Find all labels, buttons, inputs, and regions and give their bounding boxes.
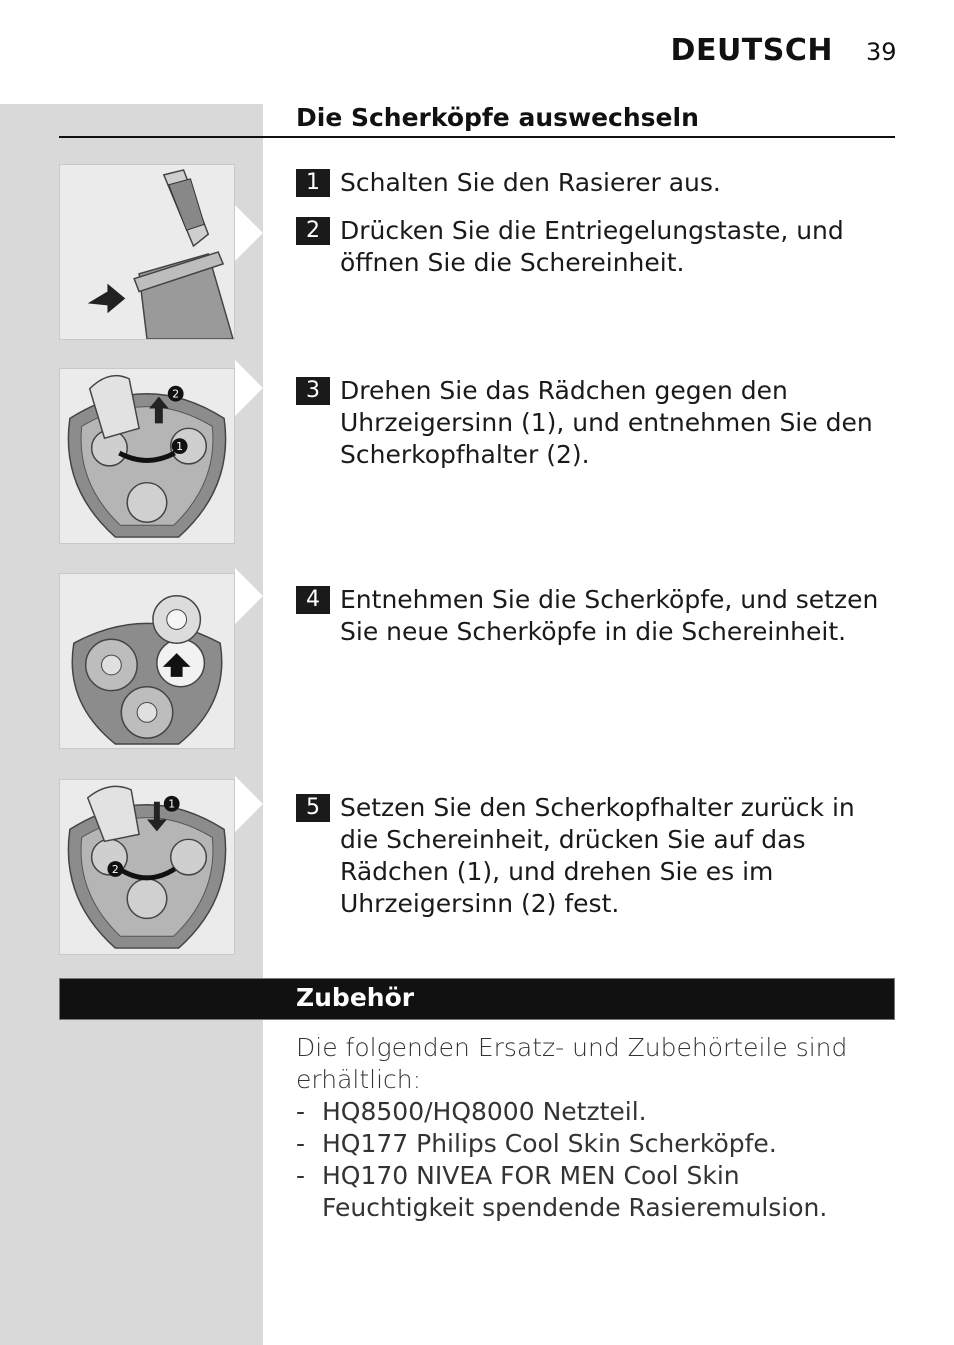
accessories-list <box>296 1096 896 1224</box>
figure-marker: 1 <box>168 797 176 811</box>
step-4 <box>296 584 896 648</box>
figure-marker: 1 <box>176 440 184 454</box>
step-text: Entnehmen Sie die Scherköpfe, und setzen Sie neue Scherköpfe in die Schereinheit. <box>340 585 879 646</box>
step-text: Setzen Sie den Scherkopfhalter zurück in die Schereinheit, drücken Sie auf das Rädchen (1), und drehen Sie es im Uhrzeigersinn (2) fest. <box>340 793 855 918</box>
step-number: 2 <box>296 217 330 245</box>
step-number: 4 <box>296 586 330 614</box>
figure-marker: 2 <box>172 387 180 401</box>
figure-marker: 2 <box>111 862 119 876</box>
step-3 <box>296 375 896 471</box>
section-bar-accessories <box>59 978 895 1020</box>
step-number: 1 <box>296 169 330 197</box>
shaving-unit-wheel-illustration <box>60 369 234 543</box>
list-item-text: HQ177 Philips Cool Skin Scherköpfe. <box>322 1129 777 1158</box>
step-text: Drehen Sie das Rädchen gegen den Uhrzeigersinn (1), und entnehmen Sie den Scherkopfhalter (2). <box>340 376 873 469</box>
list-item: - HQ170 NIVEA FOR MEN Cool Skin Feuchtigkeit spendende Rasieremulsion. <box>296 1161 828 1222</box>
step-text: Drücken Sie die Entriegelungstaste, und öffnen Sie die Schereinheit. <box>340 216 844 277</box>
list-item: - HQ177 Philips Cool Skin Scherköpfe. <box>296 1129 777 1158</box>
shaving-unit-reinsert-illustration <box>60 780 234 954</box>
list-item-text: HQ8500/HQ8000 Netzteil. <box>322 1097 647 1126</box>
figure-pointer <box>235 776 263 832</box>
section-title-replace-heads: Die Scherköpfe auswechseln <box>296 103 699 132</box>
step-5 <box>296 792 896 920</box>
shaver-open-illustration <box>60 165 234 339</box>
step-text: Schalten Sie den Rasierer aus. <box>340 168 721 197</box>
header-language: DEUTSCH <box>670 33 833 68</box>
step-1 <box>296 167 896 199</box>
figure-pointer <box>235 568 263 624</box>
shaving-heads-illustration <box>60 574 234 748</box>
page-number: 39 <box>866 38 897 66</box>
step-number: 3 <box>296 377 330 405</box>
figure-pointer <box>235 205 263 261</box>
list-item-text: HQ170 NIVEA FOR MEN Cool Skin Feuchtigkeit spendende Rasieremulsion. <box>322 1161 828 1222</box>
section-divider <box>59 136 895 138</box>
step-number: 5 <box>296 794 330 822</box>
step-2 <box>296 215 896 279</box>
figure-reinsert-holder <box>59 779 235 955</box>
figure-remove-holder <box>59 368 235 544</box>
figure-pointer <box>235 360 263 416</box>
list-item: - HQ8500/HQ8000 Netzteil. <box>296 1097 647 1126</box>
figure-replace-heads <box>59 573 235 749</box>
accessories-intro: Die folgenden Ersatz- und Zubehörteile sind erhältlich: <box>296 1033 848 1094</box>
section-title-accessories: Zubehör <box>296 983 415 1012</box>
figure-open-unit <box>59 164 235 340</box>
